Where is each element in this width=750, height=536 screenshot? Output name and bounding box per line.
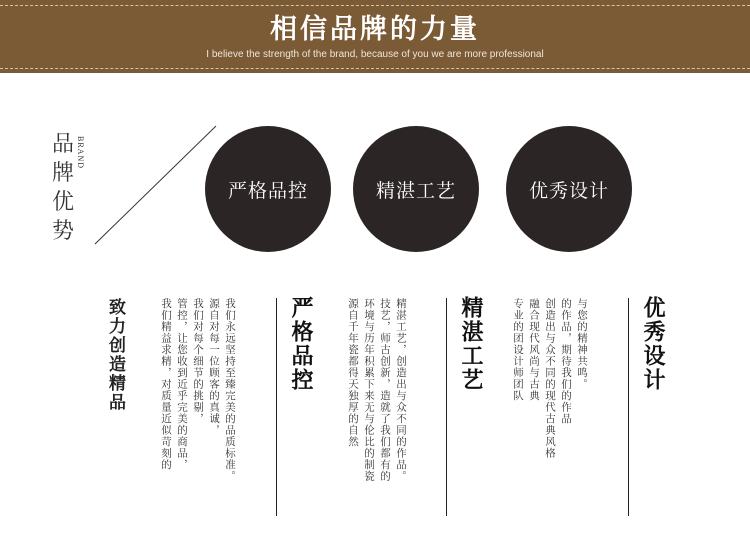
- design-line: 融合现代风尚与古典: [528, 298, 540, 402]
- craft-heading: 精湛工艺: [458, 296, 483, 392]
- circle-quality-control: 严格品控: [205, 126, 331, 252]
- circle-craftsmanship: 精湛工艺: [353, 126, 479, 252]
- circle-design: 优秀设计: [506, 126, 632, 252]
- banner-title: 相信品牌的力量: [270, 14, 480, 45]
- design-divider: [628, 298, 629, 516]
- design-line: 专业的团设计师团队: [512, 298, 524, 402]
- left-heading: 致力创造精品: [105, 298, 125, 412]
- design-line: 的作品，期待我们的作品: [560, 298, 572, 425]
- quality-line: 管控，让您收到近乎完美的商品，: [176, 298, 188, 471]
- side-title-char: 优: [51, 190, 74, 215]
- quality-line: 我们精益求精，对质量近似苛刻的: [160, 298, 172, 471]
- quality-line: 源自对每一位顾客的真诚，: [208, 298, 220, 436]
- design-line: 与您的精神共鸣。: [576, 298, 588, 390]
- design-line: 创造出与众不同的现代古典风格: [544, 298, 556, 459]
- banner-subtitle: I believe the strength of the brand, because of you we are more professional: [206, 49, 544, 60]
- quality-heading: 严格品控: [288, 296, 313, 392]
- side-title-char: 势: [51, 219, 74, 244]
- quality-body: [158, 298, 238, 508]
- quality-line: 我们永远坚持至臻完美的品质标准。: [224, 298, 236, 482]
- side-title-char: 牌: [51, 161, 74, 186]
- craft-body: [345, 298, 409, 508]
- craft-divider: [446, 298, 447, 516]
- design-body: [510, 298, 590, 508]
- quality-divider: [276, 298, 277, 516]
- brand-word: BRAND: [76, 136, 85, 170]
- craft-line: 环境与历年积累下来无与伦比的制瓷: [363, 298, 375, 482]
- side-title-char: 品: [51, 132, 74, 157]
- craft-line: 源自千年瓷都得天独厚的自然: [347, 298, 359, 448]
- craft-line: 技艺，师古创新，造就了我们都有的: [379, 298, 391, 482]
- design-heading: 优秀设计: [640, 296, 665, 392]
- quality-line: 我们对每个细节的挑剔，: [192, 298, 204, 425]
- craft-line: 精湛工艺，创造出与众不同的作品。: [395, 298, 407, 482]
